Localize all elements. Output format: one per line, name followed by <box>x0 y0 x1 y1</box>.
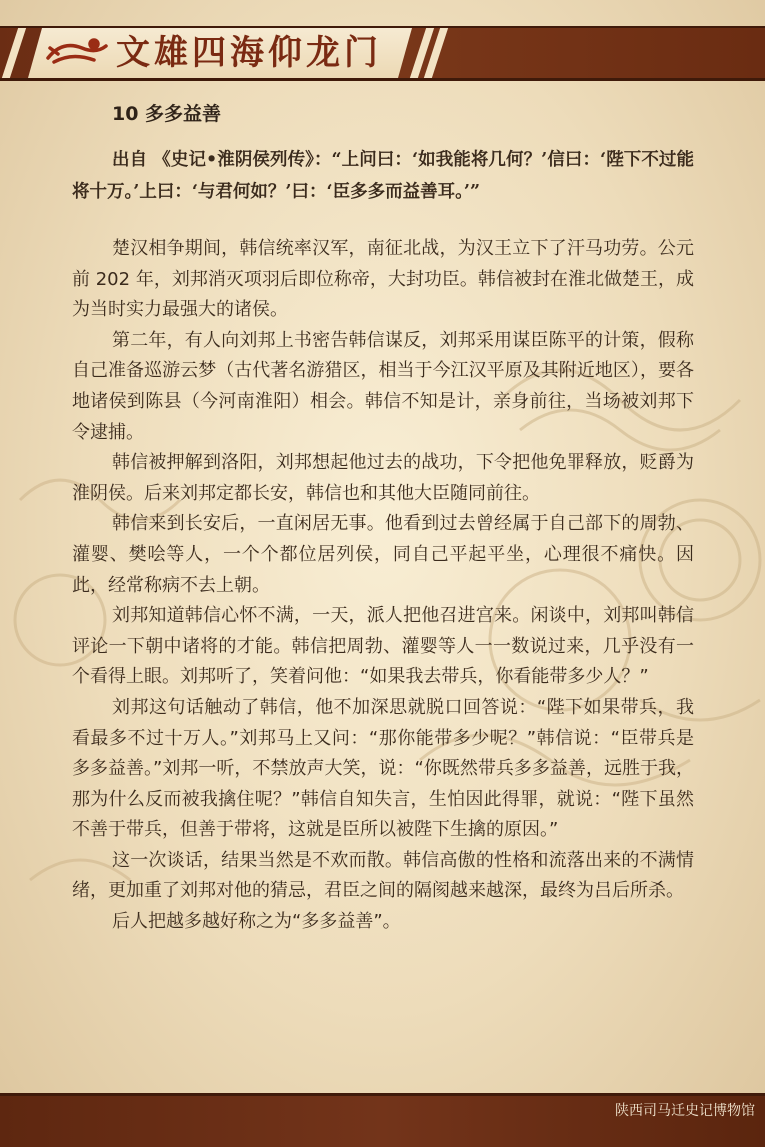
article-heading: 10 多多益善 <box>112 103 222 125</box>
article-paragraph: 后人把越多越好称之为“多多益善”。 <box>112 911 401 933</box>
banner-title: 文雄四海仰龙门 <box>116 33 382 73</box>
museum-name: 陕西司马迁史记博物馆 <box>615 1103 755 1119</box>
article-paragraph: 刘邦这句话触动了韩信，他不加深思就脱口回答说：“陛下如果带兵，我看最多不过十万人。”刘邦马上又问：“那你能带多少呢？”韩信说：“臣带兵是多多益善。”刘邦一听，不禁放声大笑，说：“你既然带兵多多益善，远胜于我，那为什么反而被我擒住呢？”韩信自知失言，生怕因此得罪，就说：“陛下虽然不善于带兵，但善于带将，这就是臣所以被陛下生擒的原因。” <box>72 696 694 841</box>
article-paragraph: 楚汉相争期间，韩信统率汉军，南征北战，为汉王立下了汗马功劳。公元前 202 年，刘邦消灭项羽后即位称帝，大封功臣。韩信被封在淮北做楚王，成为当时实力最强大的诸侯。 <box>72 238 694 321</box>
article-body <box>72 98 694 938</box>
header-bottom-strip <box>0 78 765 81</box>
article-paragraph: 第二年，有人向刘邦上书密告韩信谋反，刘邦采用谋臣陈平的计策，假称自己准备巡游云梦（古代著名游猎区，相当于今江汉平原及其附近地区），要各地诸侯到陈县（今河南淮阳）相会。韩信不知是计，亲身前往，当场被刘邦下令逮捕。 <box>72 329 694 443</box>
source-quote: 出自 《史记•淮阴侯列传》：“上问曰：‘如我能将几何？’信曰：‘陛下不过能将十万。’上曰：‘与君何如？’曰：‘臣多多而益善耳。’” <box>72 150 694 202</box>
article-paragraph: 刘邦知道韩信心怀不满，一天，派人把他召进宫来。闲谈中，刘邦叫韩信评论一下朝中诸将的才能。韩信把周勃、灌婴等人一一数说过来，几乎没有一个看得上眼。刘邦听了，笑着问他：“如果我去带兵，你看能带多少人？” <box>72 605 694 688</box>
article-paragraph: 韩信被押解到洛阳，刘邦想起他过去的战功，下令把他免罪释放，贬爵为淮阴侯。后来刘邦定都长安，韩信也和其他大臣随同前往。 <box>72 452 694 504</box>
article-paragraph: 韩信来到长安后，一直闲居无事。他看到过去曾经属于自己部下的周勃、灌婴、樊哙等人，一个个都位居列侯，同自己平起平坐，心理很不痛快。因此，经常称病不去上朝。 <box>72 513 694 596</box>
dragon-logo-icon <box>44 32 110 74</box>
article-paragraph: 这一次谈话，结果当然是不欢而散。韩信高傲的性格和流落出来的不满情绪，更加重了刘邦对他的猜忌，君臣之间的隔阂越来越深，最终为吕后所杀。 <box>72 849 694 902</box>
